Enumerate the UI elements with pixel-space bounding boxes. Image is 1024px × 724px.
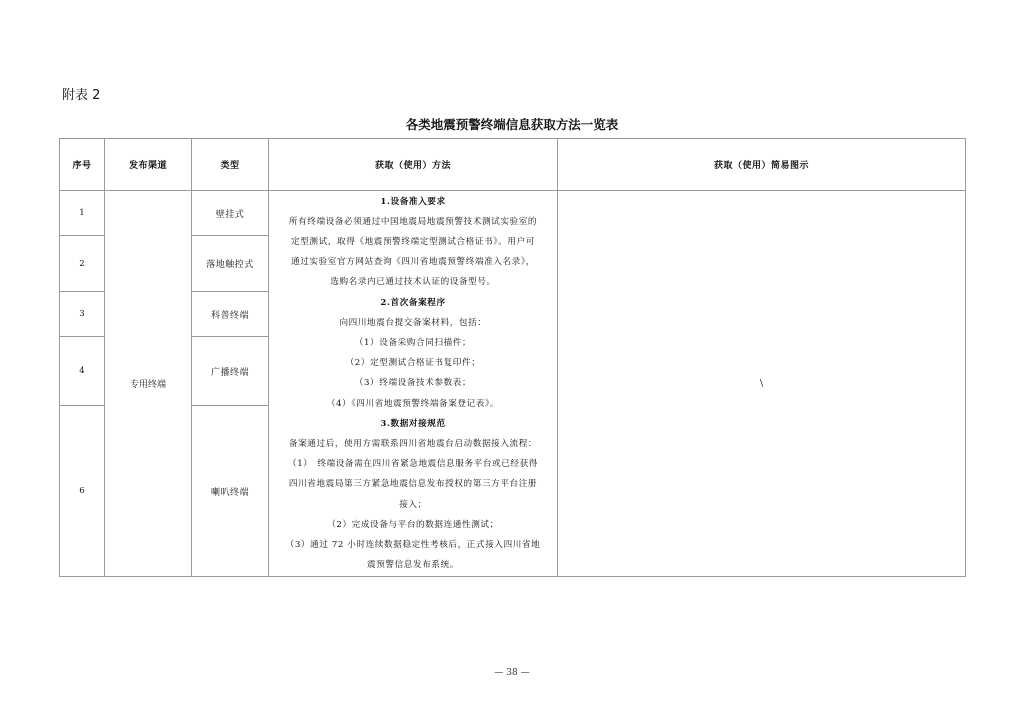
type-cell: 喇叭终端 bbox=[192, 406, 269, 577]
type-cell: 落地触控式 bbox=[192, 236, 269, 292]
method-line: （1） 终端设备需在四川省紧急地震信息服务平台或已经获得 bbox=[288, 459, 538, 470]
method-section-3-heading: 3.数据对接规范 bbox=[380, 418, 446, 429]
header-method: 获取（使用）方法 bbox=[269, 139, 558, 191]
header-channel: 发布渠道 bbox=[105, 139, 192, 191]
method-line: 备案通过后，使用方需联系四川省地震台启动数据接入流程： bbox=[288, 439, 538, 449]
table-title: 各类地震预警终端信息获取方法一览表 bbox=[405, 117, 619, 132]
terminal-info-table bbox=[59, 138, 966, 577]
method-cell bbox=[269, 191, 558, 577]
method-section-1-heading: 1.设备准入要求 bbox=[380, 196, 446, 207]
method-line: 四川省地震局第三方紧急地震信息发布授权的第三方平台注册 bbox=[288, 479, 538, 490]
seq-cell: 3 bbox=[60, 292, 105, 337]
method-section-2-heading: 2.首次备案程序 bbox=[380, 297, 446, 308]
method-line: （3）终端设备技术参数表； bbox=[354, 378, 472, 389]
channel-cell: 专用终端 bbox=[105, 191, 192, 577]
seq-cell: 4 bbox=[60, 337, 105, 406]
page-number: — 38 — bbox=[494, 668, 530, 678]
method-line: （2）完成设备与平台的数据连通性测试； bbox=[327, 519, 499, 530]
method-line: 选购名录内已通过技术认证的设备型号。 bbox=[330, 277, 496, 288]
method-line: 接入； bbox=[399, 499, 427, 510]
method-line: 向四川地震台提交备案材料，包括： bbox=[339, 317, 487, 328]
table-row bbox=[60, 191, 966, 236]
header-diagram: 获取（使用）简易图示 bbox=[558, 139, 966, 191]
method-line: 通过实验室官方网站查询《四川省地震预警终端准入名录》， bbox=[291, 257, 535, 268]
table-header-row bbox=[60, 139, 966, 191]
seq-cell: 2 bbox=[60, 236, 105, 292]
type-cell: 科普终端 bbox=[192, 292, 269, 337]
diagram-cell: \ bbox=[558, 191, 966, 577]
header-type: 类型 bbox=[192, 139, 269, 191]
method-line: （2）定型测试合格证书复印件； bbox=[345, 358, 481, 369]
seq-cell: 1 bbox=[60, 191, 105, 236]
annex-label: 附表 2 bbox=[62, 88, 101, 103]
type-cell: 壁挂式 bbox=[192, 191, 269, 236]
method-line: （1）设备采购合同扫描件； bbox=[354, 337, 472, 348]
method-line: 震预警信息发布系统。 bbox=[367, 560, 459, 571]
header-seq: 序号 bbox=[60, 139, 105, 191]
seq-cell: 6 bbox=[60, 406, 105, 577]
method-line: （4）《四川省地震预警终端备案登记表》。 bbox=[326, 398, 500, 409]
type-cell: 广播终端 bbox=[192, 337, 269, 406]
method-line: （3）通过 72 小时连续数据稳定性考核后，正式接入四川省地 bbox=[285, 540, 541, 551]
method-line: 所有终端设备必须通过中国地震局地震预警技术测试实验室的 bbox=[288, 216, 538, 227]
method-line: 定型测试，取得《地震预警终端定型测试合格证书》。用户可 bbox=[291, 236, 535, 247]
